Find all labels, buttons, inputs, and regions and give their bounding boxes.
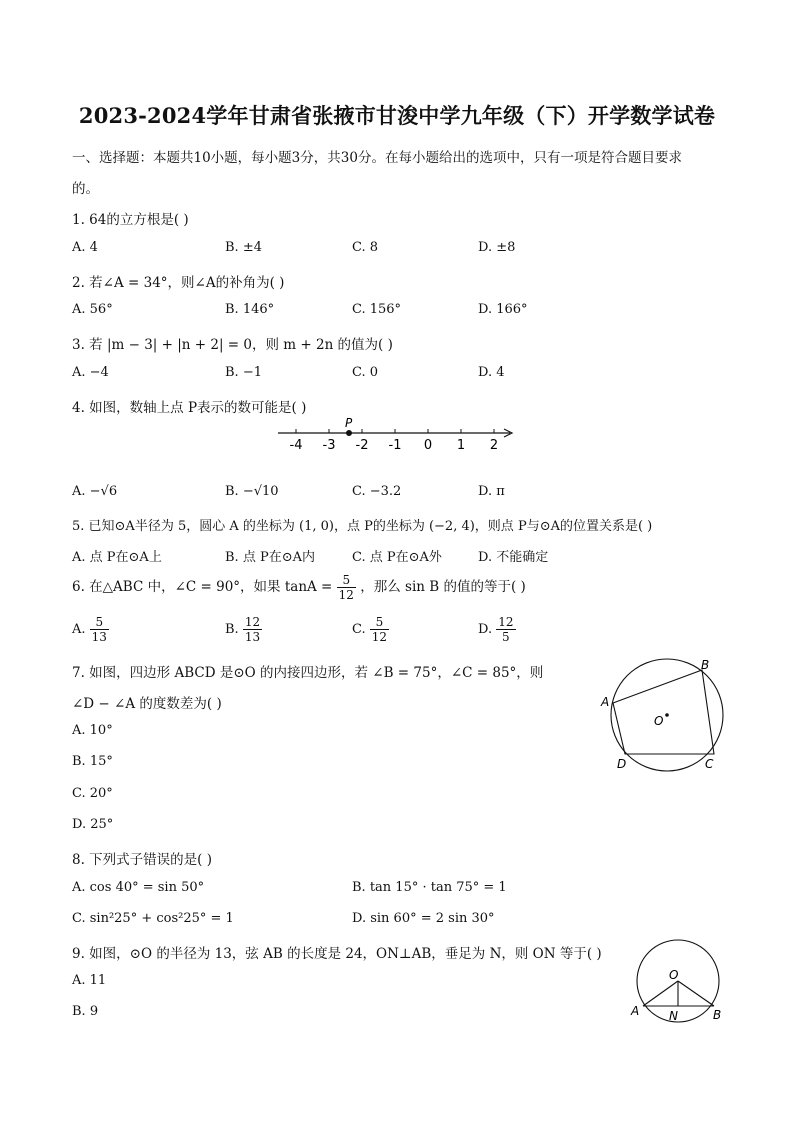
number-line-tick-label: -3 — [322, 438, 336, 453]
option-label: D. — [478, 622, 493, 637]
fraction-denominator: 5 — [502, 630, 510, 644]
number-line-figure — [270, 412, 520, 456]
question-7-stem-line1: 7. 如图，四边形 ABCD 是⊙O 的内接四边形，若 ∠B = 75°，∠C = 85°，则 — [72, 665, 544, 681]
option-fraction — [496, 615, 515, 644]
label-b: B — [713, 1008, 722, 1022]
question-9-option-a: A. 11 — [72, 973, 107, 988]
question-2-option-c: C. 156° — [352, 302, 402, 317]
fraction-numerator: 12 — [244, 615, 261, 629]
question-4-option-b: B. −√10 — [225, 484, 279, 499]
radius-ob — [678, 981, 714, 1006]
point-p-label: P — [345, 416, 353, 430]
section-instructions-line1: 一、选择题：本题共10小题，每小题3分，共30分。在每小题给出的选项中，只有一项是符合题目要求 — [72, 150, 682, 166]
question-5-option-c: C. 点 P在⊙A外 — [352, 550, 442, 565]
page-title: 2023-2024学年甘肃省张掖市甘浚中学九年级（下）开学数学试卷 — [78, 103, 716, 128]
question-3-option-b: B. −1 — [225, 365, 262, 380]
question-7-option-b: B. 15° — [72, 754, 113, 769]
option-fraction — [243, 615, 262, 644]
question-3-stem: 3. 若 |m − 3| + |n + 2| = 0，则 m + 2n 的值为( ) — [72, 337, 393, 353]
question-6-option-a — [72, 615, 109, 644]
label-n: N — [669, 1009, 678, 1023]
label-c: C — [705, 757, 714, 771]
question-7-option-a: A. 10° — [72, 723, 113, 738]
question-2-option-b: B. 146° — [225, 302, 275, 317]
label-o: O — [669, 968, 679, 982]
option-fraction — [370, 615, 389, 644]
question-8-stem: 8. 下列式子错误的是( ) — [72, 852, 212, 868]
number-line-tick-label: -4 — [289, 438, 303, 453]
option-label: A. — [72, 622, 86, 637]
question-6-option-d — [478, 615, 516, 644]
fraction-denominator: 12 — [338, 588, 354, 602]
number-line-tick-label: -2 — [355, 438, 369, 453]
question-5-option-d: D. 不能确定 — [478, 550, 549, 565]
number-line-tick-label: 0 — [423, 438, 433, 453]
quadrilateral-abcd — [613, 670, 714, 754]
fraction-denominator: 13 — [244, 630, 261, 644]
question-3-option-a: A. −4 — [72, 365, 109, 380]
question-3-option-c: C. 0 — [352, 365, 379, 380]
label-a: A — [601, 695, 610, 709]
fraction-denominator: 13 — [91, 630, 107, 644]
fraction-numerator: 5 — [370, 615, 389, 630]
question-6-stem — [72, 573, 526, 602]
question-9-stem: 9. 如图，⊙O 的半径为 13，弦 AB 的长度是 24，ON⊥AB，垂足为 N，则 ON 等于( ) — [72, 946, 602, 962]
option-label: C. — [352, 622, 366, 637]
fraction-denominator: 12 — [371, 630, 388, 644]
question-5-option-a: A. 点 P在⊙A上 — [72, 550, 162, 565]
number-line-tick-label: -1 — [388, 438, 402, 453]
question-4-option-d: D. π — [478, 484, 505, 499]
question-7-stem-line2: ∠D − ∠A 的度数差为( ) — [72, 696, 222, 712]
question-9-option-b: B. 9 — [72, 1004, 99, 1019]
label-a: A — [631, 1004, 640, 1018]
number-line-tick-label: 1 — [456, 438, 466, 453]
question-6-stem-part1: 6. 在△ABC 中，∠C = 90°，如果 tanA = — [72, 579, 333, 595]
number-line-tick-label: 2 — [489, 438, 499, 453]
question-6-option-b — [225, 615, 262, 644]
question-6-stem-fraction — [337, 573, 356, 602]
question-4-stem: 4. 如图，数轴上点 P表示的数可能是( ) — [72, 400, 307, 416]
point-p-dot — [346, 430, 352, 436]
question-8-option-d: D. sin 60° = 2 sin 30° — [352, 911, 495, 926]
question-4-option-a: A. −√6 — [72, 484, 118, 499]
question-1-option-c: C. 8 — [352, 240, 379, 255]
section-instructions-line2: 的。 — [72, 181, 99, 197]
label-d: D — [617, 757, 627, 771]
question-6-stem-part2: ，那么 sin B 的值的等于( ) — [360, 579, 526, 595]
center-o-dot — [665, 713, 669, 717]
question-1-option-a: A. 4 — [72, 240, 98, 255]
fraction-numerator: 5 — [90, 615, 109, 630]
question-3-option-d: D. 4 — [478, 365, 505, 380]
question-6-option-c — [352, 615, 389, 644]
question-1-option-d: D. ±8 — [478, 240, 516, 255]
question-5-stem: 5. 已知⊙A半径为 5，圆心 A 的坐标为 (1, 0)，点 P的坐标为 (−2, 4)，则点 P与⊙A的位置关系是( ) — [72, 519, 653, 534]
question-1-option-b: B. ±4 — [225, 240, 262, 255]
question-8-option-b: B. tan 15° · tan 75° = 1 — [352, 880, 507, 895]
radius-oa — [643, 981, 678, 1006]
question-1-stem: 1. 64的立方根是( ) — [72, 212, 189, 228]
question-8-option-c: C. sin²25° + cos²25° = 1 — [72, 911, 234, 926]
question-2-stem: 2. 若∠A = 34°，则∠A的补角为( ) — [72, 275, 285, 291]
question-5-option-b: B. 点 P在⊙A内 — [225, 550, 315, 565]
question-7-option-d: D. 25° — [72, 817, 114, 832]
label-o: O — [654, 714, 664, 728]
option-label: B. — [225, 622, 239, 637]
question-4-option-c: C. −3.2 — [352, 484, 402, 499]
question-7-option-c: C. 20° — [72, 786, 113, 801]
option-fraction — [90, 615, 109, 644]
question-2-option-a: A. 56° — [72, 302, 113, 317]
question-8-option-a: A. cos 40° = sin 50° — [72, 880, 205, 895]
question-2-option-d: D. 166° — [478, 302, 528, 317]
fraction-numerator: 5 — [337, 573, 356, 588]
fraction-numerator: 12 — [498, 615, 514, 629]
chord-circle-figure — [628, 938, 728, 1026]
label-b: B — [701, 658, 710, 672]
quadrilateral-circle-figure — [598, 655, 728, 777]
